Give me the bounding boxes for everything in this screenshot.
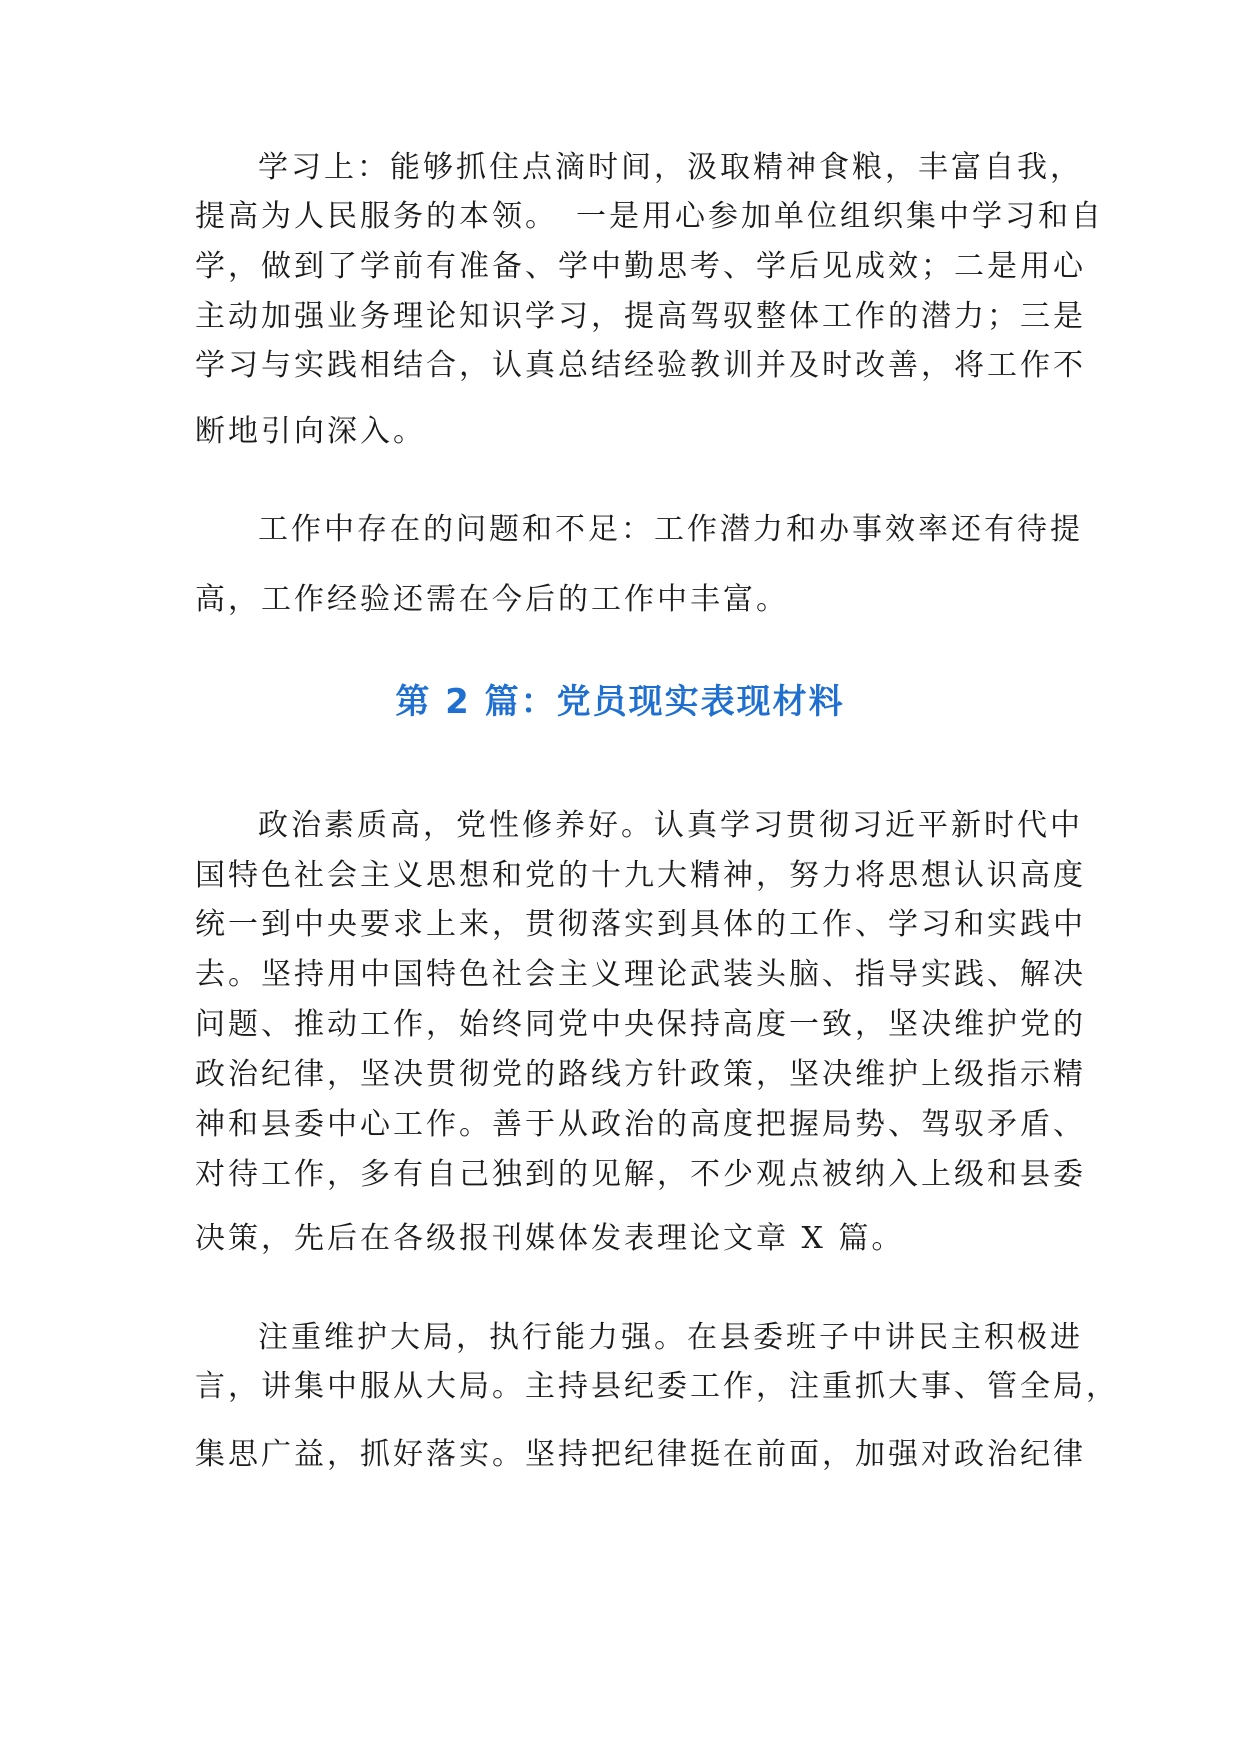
text-line: 高，工作经验还需在今后的工作中丰富。 xyxy=(195,582,789,617)
text-line: 学习上：能够抓住点滴时间，汲取精神食粮，丰富自我， xyxy=(258,150,1083,185)
text-line: 决策，先后在各级报刊媒体发表理论文章 X 篇。 xyxy=(195,1221,905,1256)
text-line: 对待工作，多有自己独到的见解，不少观点被纳入上级和县委 xyxy=(195,1157,1086,1192)
section-heading: 第 2 篇：党员现实表现材料 xyxy=(395,682,845,722)
text-line: 政治纪律，坚决贯彻党的路线方针政策，坚决维护上级指示精 xyxy=(195,1057,1086,1092)
text-line: 统一到中央要求上来，贯彻落实到具体的工作、学习和实践中 xyxy=(195,907,1086,942)
text-line: 国特色社会主义思想和党的十九大精神，努力将思想认识高度 xyxy=(195,858,1086,893)
text-line: 问题、推动工作，始终同党中央保持高度一致，坚决维护党的 xyxy=(195,1007,1086,1042)
text-line: 工作中存在的问题和不足：工作潜力和办事效率还有待提 xyxy=(258,512,1083,547)
text-line: 断地引向深入。 xyxy=(195,414,426,449)
text-line: 学，做到了学前有准备、学中勤思考、学后见成效；二是用心 xyxy=(195,249,1086,284)
text-line: 主动加强业务理论知识学习，提高驾驭整体工作的潜力；三是 xyxy=(195,299,1086,334)
text-line: 注重维护大局，执行能力强。在县委班子中讲民主积极进 xyxy=(258,1320,1083,1355)
text-line: 集思广益，抓好落实。坚持把纪律挺在前面，加强对政治纪律 xyxy=(195,1437,1086,1472)
text-line: 去。坚持用中国特色社会主义理论武装头脑、指导实践、解决 xyxy=(195,957,1086,992)
text-line: 政治素质高，党性修养好。认真学习贯彻习近平新时代中 xyxy=(258,808,1083,843)
text-line: 言，讲集中服从大局。主持县纪委工作，注重抓大事、管全局， xyxy=(195,1369,1119,1404)
text-line: 提高为人民服务的本领。 一是用心参加单位组织集中学习和自 xyxy=(195,199,1104,234)
text-line: 学习与实践相结合，认真总结经验教训并及时改善，将工作不 xyxy=(195,348,1086,383)
text-line: 神和县委中心工作。善于从政治的高度把握局势、驾驭矛盾、 xyxy=(195,1107,1086,1142)
